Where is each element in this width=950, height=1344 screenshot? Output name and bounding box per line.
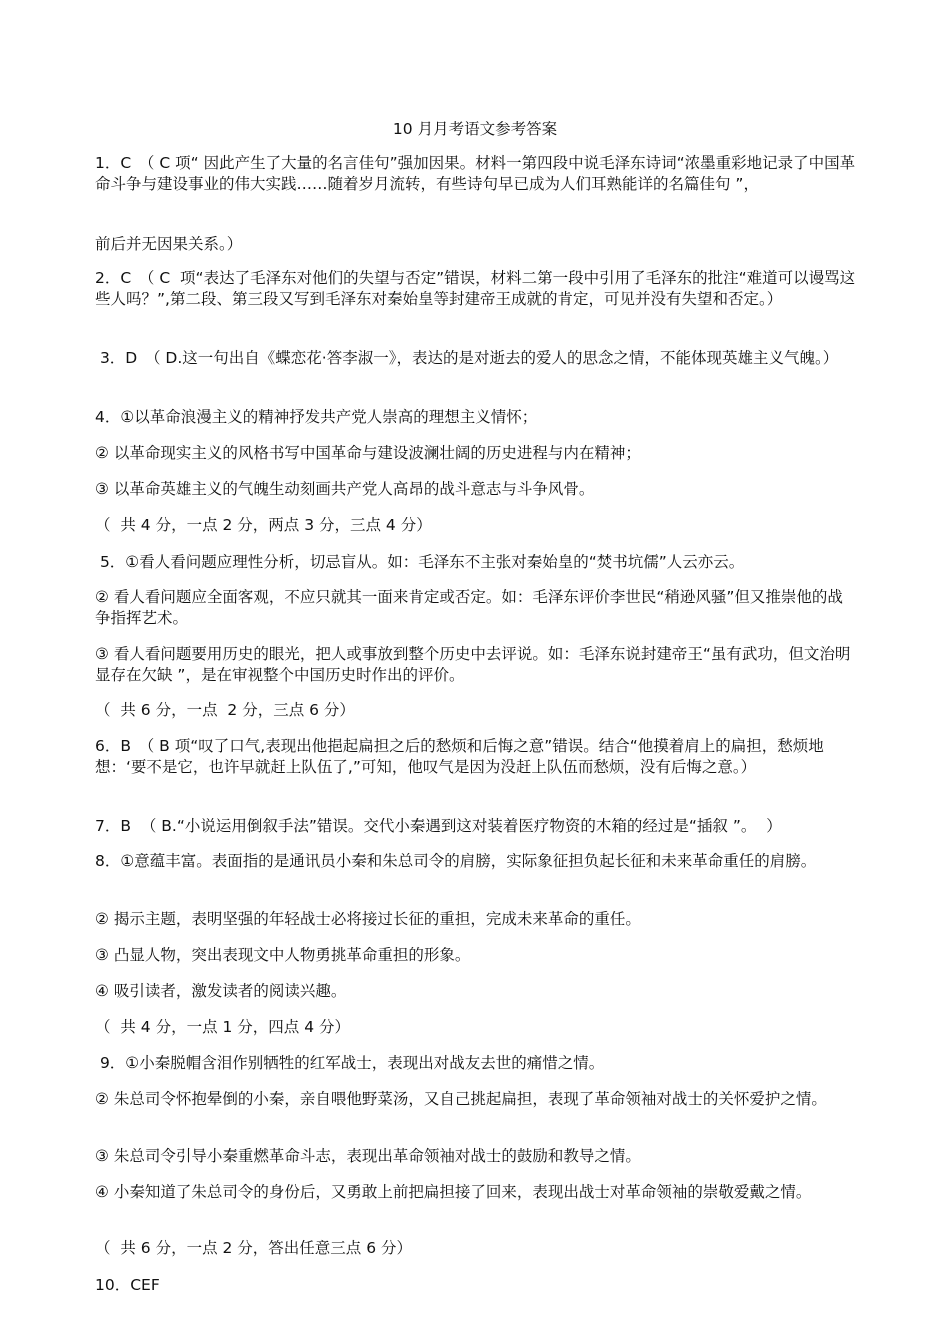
answer-6: 6．B （ B 项“叹了口气,表现出他挹起扁担之后的愁烦和后悔之意”错误。结合“他摸着肩上的扁担，愁烦地想：‘要不是它，也许早就赶上队伍了,”可知，他叹气是因为没赶上队伍而愁烦，没有后悔之意。） xyxy=(95,737,824,776)
answer-4-point-3: ③ 以革命英雄主义的气魄生动刻画共产党人高昂的战斗意志与斗争风骨。 xyxy=(95,480,595,498)
answer-5-point-3: ③ 看人看问题要用历史的眼光，把人或事放到整个历史中去评说。如：毛泽东说封建帝王“虽有武功，但文治明显存在欠缺 ”，是在审视整个中国历史时作出的评价。 xyxy=(95,645,851,684)
answer-9-point-1: 9．①小秦脱帽含泪作别牺牲的红军战士，表现出对战友去世的痛惜之情。 xyxy=(95,1054,605,1072)
answer-10: 10．CEF xyxy=(95,1276,160,1294)
answer-4-point-1: 4．①以革命浪漫主义的精神抒发共产党人崇高的理想主义情怀； xyxy=(95,408,538,426)
answer-9-point-4: ④ 小秦知道了朱总司令的身份后，又勇敢上前把扁担接了回来，表现出战士对革命领袖的崇敬爱戴之情。 xyxy=(95,1183,812,1201)
answer-8-point-3: ③ 凸显人物，突出表现文中人物勇挑革命重担的形象。 xyxy=(95,946,471,964)
answer-7: 7．B （ B.“小说运用倒叙手法”错误。交代小秦遇到这对装着医疗物资的木箱的经过是“插叙 ”。 ） xyxy=(95,817,782,835)
answer-2: 2．C （ C 项“表达了毛泽东对他们的失望与否定”错误，材料二第一段中引用了毛泽东的批注“难道可以谩骂这些人吗？”,第二段、第三段又写到毛泽东对秦始皇等封建帝王成就的肯定，可见并没有失望和否定。） xyxy=(95,269,856,308)
answer-5-point-2: ② 看人看问题应全面客观，不应只就其一面来肯定或否定。如：毛泽东评价李世民“稍逊风骚”但又推崇他的战争指挥艺术。 xyxy=(95,588,843,627)
answer-9-scoring: （ 共 6 分，一点 2 分，答出任意三点 6 分） xyxy=(95,1239,413,1257)
answer-4-point-2: ② 以革命现实主义的风格书写中国革命与建设波澜壮阔的历史进程与内在精神； xyxy=(95,444,641,462)
answer-1-continued: 前后并无因果关系。） xyxy=(95,235,243,253)
answer-1: 1．C （ C 项“ 因此产生了大量的名言佳句”强加因果。材料一第四段中说毛泽东诗词“浓墨重彩地记录了中国革命斗争与建设事业的伟大实践……随着岁月流转，有些诗句早已成为人们耳熟能详的名篇佳句 ”， xyxy=(95,154,856,193)
answer-3: 3．D （ D.这一句出自《蝶恋花·答李淑一》，表达的是对逝去的爱人的思念之情，不能体现英雄主义气魄。） xyxy=(95,349,839,367)
answer-4-scoring: （ 共 4 分，一点 2 分，两点 3 分，三点 4 分） xyxy=(95,516,432,534)
answer-9-point-3: ③ 朱总司令引导小秦重燃革命斗志，表现出革命领袖对战士的鼓励和教导之情。 xyxy=(95,1147,641,1165)
answer-9-point-2: ② 朱总司令怀抱晕倒的小秦，亲自喂他野菜汤，又自己挑起扁担，表现了革命领袖对战士的关怀爱护之情。 xyxy=(95,1090,827,1108)
answer-5-point-1: 5．①看人看问题应理性分析，切忌盲从。如：毛泽东不主张对秦始皇的“焚书坑儒”人云亦云。 xyxy=(95,553,745,571)
answer-8-scoring: （ 共 4 分，一点 1 分，四点 4 分） xyxy=(95,1018,351,1036)
answer-8-point-1: 8．①意蕴丰富。表面指的是通讯员小秦和朱总司令的肩膀，实际象征担负起长征和未来革命重任的肩膀。 xyxy=(95,852,817,870)
answer-8-point-2: ② 揭示主题，表明坚强的年轻战士必将接过长征的重担，完成未来革命的重任。 xyxy=(95,910,641,928)
answer-5-scoring: （ 共 6 分，一点 2 分，三点 6 分） xyxy=(95,701,355,719)
page-title: 10 月月考语文参考答案 xyxy=(392,120,558,138)
answer-8-point-4: ④ 吸引读者，激发读者的阅读兴趣。 xyxy=(95,982,347,1000)
